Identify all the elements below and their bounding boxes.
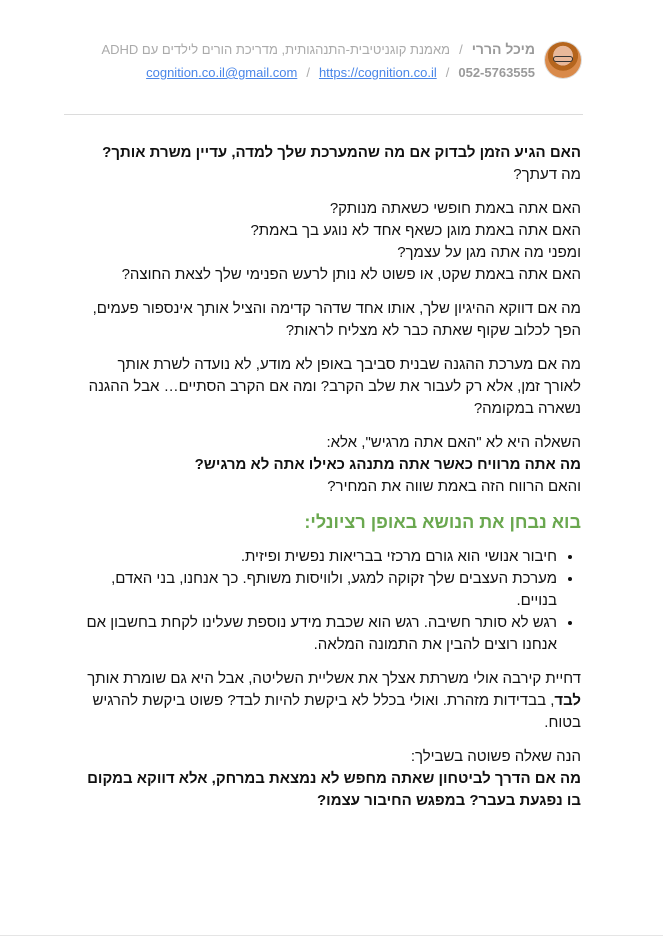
glasses-icon (553, 56, 573, 62)
article-body (86, 142, 581, 824)
list-item: • מערכת העצבים שלך זקוקה למגע, ולוויסות משותף. כך אנחנו, בני האדם, בנויים. (86, 568, 557, 612)
author-tagline: מאמנת קוגניטיבית-התנהגותית, מדריכת הורים לילדים עם ADHD (101, 42, 451, 57)
question-price: והאם הרווח הזה באמת שווה את המחיר? (327, 478, 581, 495)
question-line: האם אתה באמת חופשי כשאתה מנותק? (329, 200, 581, 217)
paragraph-defense: מה אם מערכת ההגנה שבנית סביבך באופן לא מודע, לא נועדה לשרת אותך לאורך זמן, אלא רק לעבור את שלב הקרב? ומה אם הקרב הסתיים… אבל ההגנה נשארה במקומה? (88, 356, 581, 417)
list-item: • רגש לא סותר חשיבה. רגש הוא שכבת מידע נוספת שעלינו לקחת בחשבון אם אנחנו רוצים להבין את התמונה המלאה. (86, 612, 557, 656)
closing-intro: הנה שאלה פשוטה בשבילך: (410, 748, 581, 765)
page-header (60, 36, 581, 96)
question-intro: השאלה היא לא "האם אתה מרגיש", אלא: (326, 434, 581, 451)
alone-emphasis: לבד (554, 692, 581, 709)
question-line: ומפני מה אתה מגן על עצמך? (397, 244, 581, 261)
opening-question: האם הגיע הזמן לבדוק אם מה שהמערכת שלך למדה, עדיין משרת אותך? (102, 144, 581, 161)
paragraph-logic: מה אם דווקא ההיגיון שלך, אותו אחד שדהר קדימה והציל אותך אינספור פעמים, הפך לכלוב שקוף שאתה כבר לא מצליח לראות? (92, 300, 581, 339)
header-divider (64, 114, 583, 115)
question-line: האם אתה באמת שקט, או פשוט לא נותן לרעש הפנימי שלך לצאת החוצה? (121, 266, 581, 283)
paragraph-questions (86, 198, 581, 286)
section-heading: בוא נבחן את הנושא באופן רציונלי: (304, 512, 581, 532)
website-link[interactable]: https://cognition.co.il (318, 65, 437, 80)
header-separator: / (445, 65, 450, 80)
paragraph-opening-question (86, 142, 581, 186)
list-item: • חיבור אנושי הוא גורם מרכזי בבריאות נפשית ופיזית. (86, 546, 557, 568)
paragraph-closing-question (86, 746, 581, 812)
opening-followup: מה דעתך? (513, 166, 581, 183)
author-avatar (545, 42, 581, 78)
header-separator: / (306, 65, 310, 80)
author-name: מיכל הררי (471, 41, 535, 57)
question-line: האם אתה באמת מוגן כשאף אחד לא נוגע בך באמת? (250, 222, 581, 239)
email-link[interactable]: cognition.co.il@gmail.com (146, 65, 298, 80)
rational-points-list (86, 546, 581, 656)
closing-question: מה אם הדרך לביטחון שאתה מחפש לא נמצאת במרחק, אלא דווקא במקום בו נפגעת בעבר? במפגש החיבור עצמו? (87, 770, 581, 809)
closeness-text-a: דחיית קירבה אולי משרתת אצלך את אשליית השליטה, אבל היא גם שומרת אותך (87, 670, 581, 687)
header-line-2 (146, 65, 535, 80)
paragraph-the-question (86, 432, 581, 498)
header-separator: / (459, 42, 463, 57)
header-line-1 (101, 41, 535, 57)
author-phone: 052-5763555 (458, 65, 535, 80)
paragraph-closeness (86, 668, 581, 734)
closeness-text-b: , בבדידות מזהרת. ואולי בכלל לא ביקשת להיות לבד? פשוט ביקשת להרגיש בטוח. (92, 692, 581, 731)
key-question: מה אתה מרוויח כאשר אתה מתנהג כאילו אתה לא מרגיש? (194, 456, 581, 473)
